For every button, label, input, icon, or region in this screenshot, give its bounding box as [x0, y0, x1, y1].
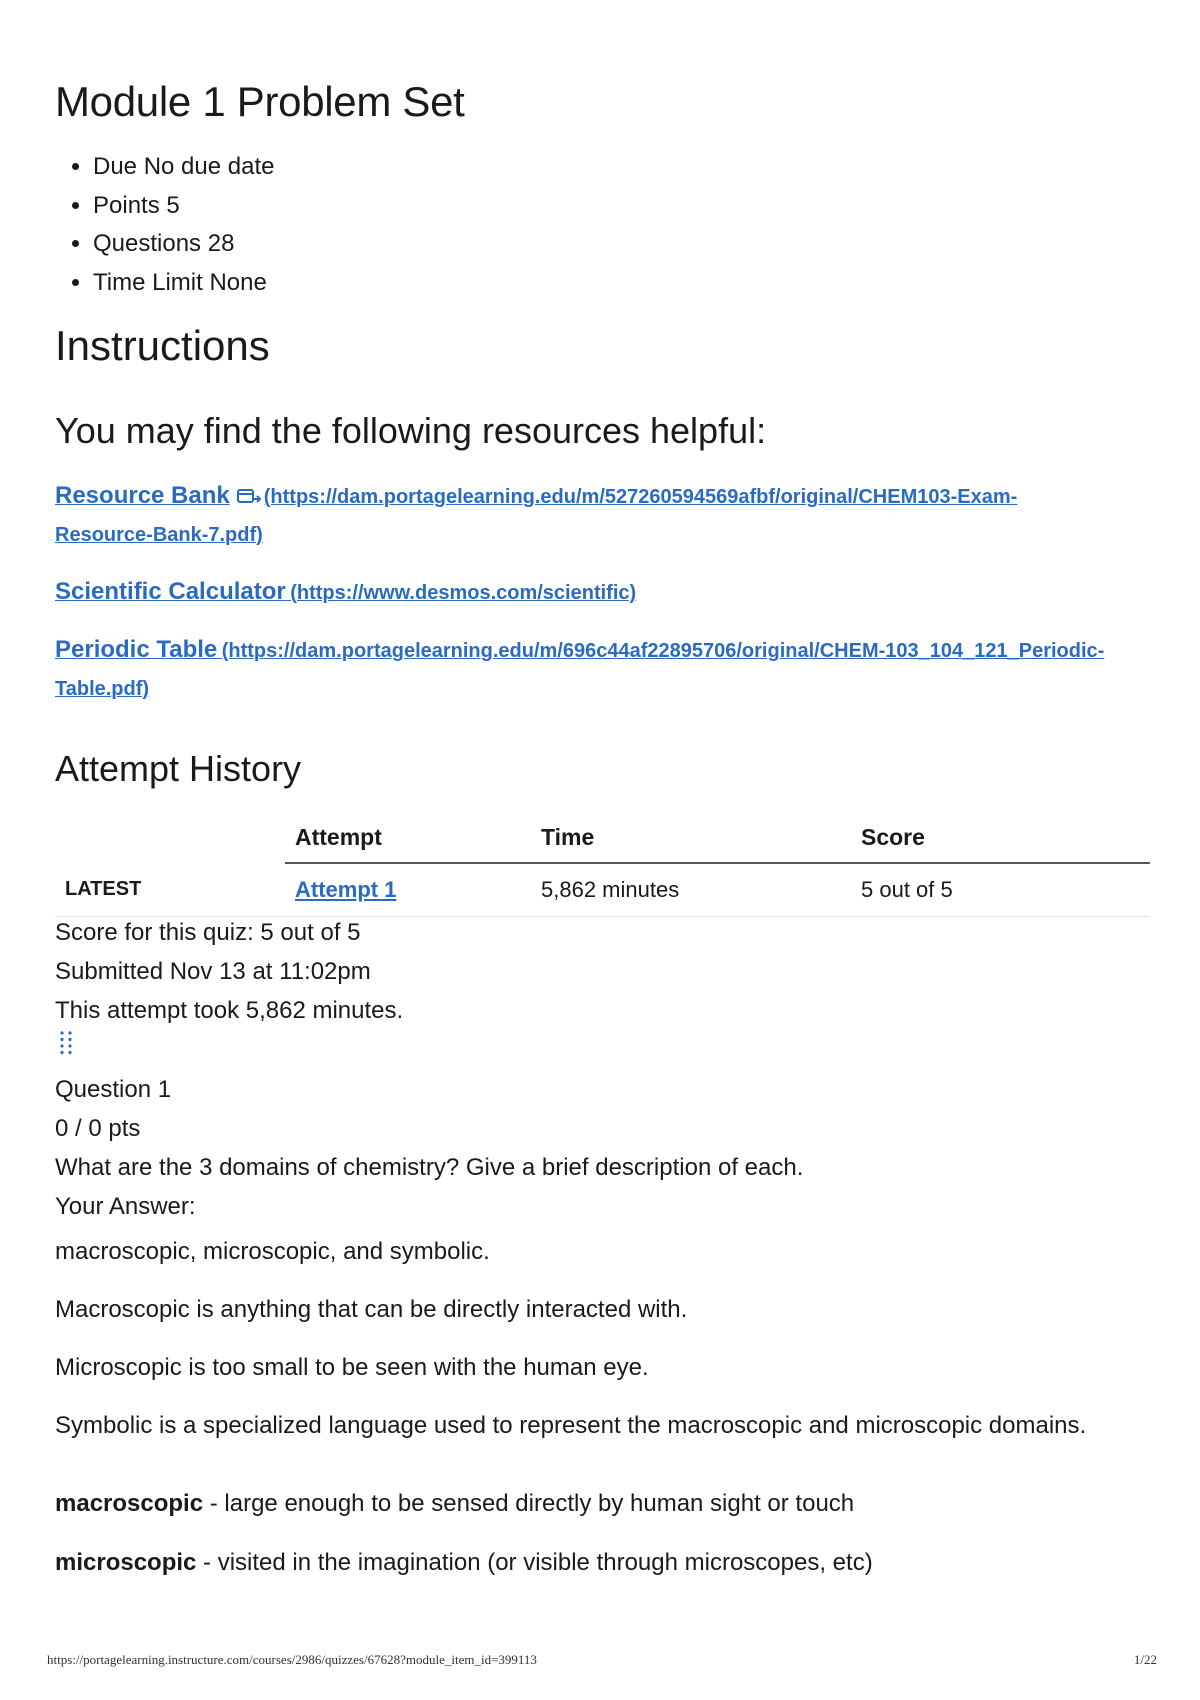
- instructions-heading: Instructions: [55, 322, 270, 369]
- external-link-icon: [236, 487, 262, 505]
- answer-line: Microscopic is too small to be seen with the human eye.: [55, 1354, 649, 1381]
- attempt-summary: [55, 913, 403, 1030]
- attempt-duration: This attempt took 5,862 minutes.: [55, 997, 404, 1024]
- definition-macroscopic: [55, 1489, 1155, 1518]
- meta-questions: • Questions 28: [93, 225, 274, 264]
- answer-line: macroscopic, microscopic, and symbolic.: [55, 1238, 490, 1265]
- answer-line: Macroscopic is anything that can be directly interacted with.: [55, 1296, 688, 1323]
- answer-line: Symbolic is a specialized language used to represent the macroscopic and microscopic domains.: [55, 1412, 1087, 1439]
- definition-text: large enough to be sensed directly by human sight or touch: [224, 1490, 855, 1517]
- footer-page-number: 1/22: [1133, 1652, 1157, 1667]
- definitions-block: [55, 1489, 1155, 1607]
- time-cell: 5,862 minutes: [531, 863, 851, 917]
- quiz-score: Score for this quiz: 5 out of 5: [55, 919, 361, 946]
- attempt-history-table: [55, 812, 1150, 917]
- quiz-meta-list: [55, 148, 274, 302]
- periodic-table-url: (https://dam.portagelearning.edu/m/696c44af22895706/original/CHEM-103_104_121_Periodic-Table.pdf): [55, 640, 1105, 700]
- latest-tag: LATEST: [55, 863, 285, 917]
- definition-microscopic: [55, 1548, 1155, 1577]
- question-text: What are the 3 domains of chemistry? Give a brief description of each.: [55, 1154, 804, 1181]
- footer-url: https://portagelearning.instructure.com/courses/2986/quizzes/67628?module_item_id=399113: [47, 1652, 537, 1667]
- attempt-cell: [285, 863, 531, 917]
- definition-separator: -: [196, 1549, 218, 1576]
- attempt-history-heading: Attempt History: [55, 748, 302, 789]
- meta-points: • Points 5: [93, 187, 274, 226]
- definition-separator: -: [203, 1490, 225, 1517]
- attempt-link[interactable]: Attempt 1: [295, 877, 397, 902]
- answer-label: Your Answer:: [55, 1193, 196, 1220]
- scientific-calculator-name: Scientific Calculator: [55, 578, 286, 605]
- question-label: Question 1: [55, 1076, 172, 1103]
- drag-handle-icon[interactable]: [59, 1030, 73, 1060]
- periodic-table-link[interactable]: [55, 632, 1115, 708]
- scientific-calculator-link[interactable]: [55, 574, 1115, 612]
- column-header-blank: [55, 812, 285, 863]
- meta-due: • Due No due date: [93, 148, 274, 187]
- column-header-attempt: Attempt: [285, 812, 531, 863]
- resource-bank-link[interactable]: [55, 478, 1115, 554]
- column-header-time: Time: [531, 812, 851, 863]
- definition-term: macroscopic: [55, 1490, 204, 1517]
- table-header-row: [55, 812, 1150, 863]
- question-points: 0 / 0 pts: [55, 1115, 141, 1142]
- column-header-score: Score: [851, 812, 1150, 863]
- submitted-time: Submitted Nov 13 at 11:02pm: [55, 958, 371, 985]
- answer-block: [55, 1237, 1155, 1469]
- resources-heading: You may find the following resources helpful:: [55, 410, 767, 451]
- resource-links: [55, 478, 1115, 728]
- definition-term: microscopic: [55, 1549, 197, 1576]
- resource-bank-url: (https://dam.portagelearning.edu/m/527260594569afbf/original/CHEM103-Exam-Resource-Bank-7.pdf): [55, 486, 1018, 546]
- definition-text: visited in the imagination (or visible through microscopes, etc): [217, 1549, 873, 1576]
- question-block: [55, 1070, 803, 1226]
- table-row: [55, 863, 1150, 917]
- resource-bank-name: Resource Bank: [55, 482, 230, 509]
- periodic-table-name: Periodic Table: [55, 636, 218, 663]
- print-footer: [47, 1652, 1157, 1668]
- score-cell: 5 out of 5: [851, 863, 1150, 917]
- page-title: Module 1 Problem Set: [55, 78, 465, 125]
- scientific-calculator-url: (https://www.desmos.com/scientific): [290, 582, 637, 604]
- meta-time-limit: • Time Limit None: [93, 264, 274, 303]
